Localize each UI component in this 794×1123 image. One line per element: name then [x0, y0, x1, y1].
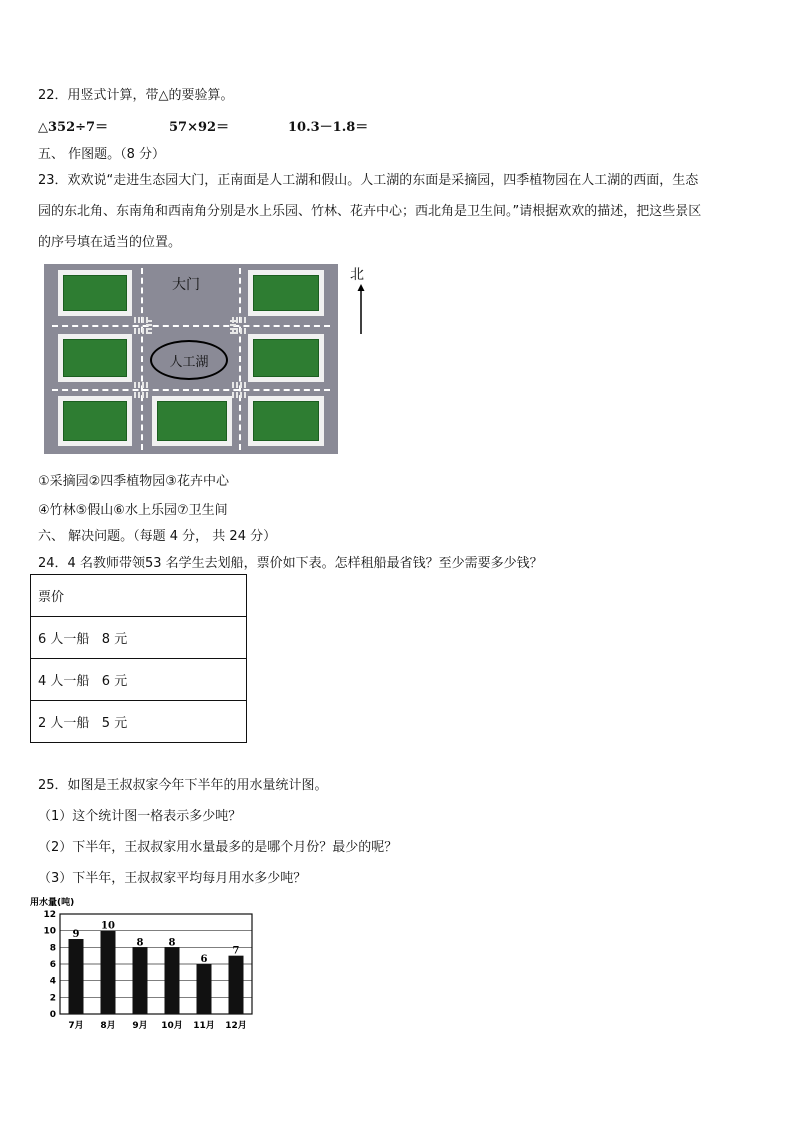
lake — [150, 340, 228, 380]
q22-title: 22．用竖式计算，带△的要验算。 — [38, 88, 234, 103]
q25-sub-2: （2）下半年，王叔叔家用水量最多的是哪个月份？最少的呢？ — [38, 840, 398, 855]
park-block-e — [248, 334, 324, 382]
y-tick-label: 0 — [49, 1010, 56, 1020]
q24-title: 24．4 名教师带领53 名学生去划船，票价如下表。怎样租船最省钱？至少需要多少钱？ — [38, 556, 543, 571]
ticket-price-table — [30, 574, 247, 743]
bar-value-label: 6 — [200, 954, 208, 965]
x-tick-label: 10月 — [161, 1021, 183, 1031]
q25-title: 25．如图是王叔叔家今年下半年的用水量统计图。 — [38, 778, 328, 793]
q23-text-line-2: 园的东北角、东南角和西南角分别是水上乐园、竹林、花卉中心；西北角是卫生间。”请根据欢欢的描述，把这些景区 — [38, 204, 702, 219]
x-tick-label: 8月 — [100, 1021, 116, 1031]
q25-sub-1: （1）这个统计图一格表示多少吨？ — [38, 809, 242, 824]
x-tick-label: 12月 — [225, 1021, 247, 1031]
table-cell: 6 人一船 8 元 — [31, 617, 247, 659]
y-axis-label: 用水量(吨) — [30, 898, 75, 908]
north-arrow-icon — [356, 284, 366, 334]
calc-1: △352÷7＝ — [38, 120, 109, 135]
lake-label: 人工湖 — [169, 355, 209, 370]
q23-legend-1: ①采摘园②四季植物园③花卉中心 — [38, 474, 229, 489]
park-block-w — [58, 334, 132, 382]
y-tick-label: 12 — [43, 910, 56, 920]
calc-3: 10.3－1.8＝ — [288, 120, 369, 135]
bar — [69, 939, 84, 1014]
table-row — [31, 575, 247, 617]
bar — [165, 947, 180, 1014]
table-row — [31, 701, 247, 743]
bar-value-label: 8 — [168, 937, 176, 949]
q25-sub-3: （3）下半年，王叔叔家平均每月用水多少吨？ — [38, 871, 307, 886]
park-block-s — [152, 396, 232, 446]
bar — [101, 931, 116, 1014]
q23-text-line-1: 23．欢欢说“走进生态园大门，正南面是人工湖和假山。人工湖的东面是采摘园，四季植物园在人工湖的西面，生态 — [38, 173, 699, 188]
y-tick-label: 6 — [49, 960, 56, 970]
water-usage-chart — [30, 894, 270, 1034]
bar — [229, 956, 244, 1014]
bar — [197, 964, 212, 1014]
north-label: 北 — [350, 267, 364, 283]
bar — [133, 947, 148, 1014]
bar-value-label: 8 — [136, 937, 144, 949]
table-cell: 2 人一船 5 元 — [31, 701, 247, 743]
q23-text-line-3: 的序号填在适当的位置。 — [38, 235, 182, 250]
x-tick-label: 7月 — [68, 1021, 84, 1031]
section-6-heading: 六、 解决问题。（每题 4 分， 共 24 分） — [38, 529, 277, 544]
y-tick-label: 4 — [49, 976, 56, 987]
bar-value-label: 9 — [72, 929, 80, 940]
table-row — [31, 617, 247, 659]
calc-2: 57×92＝ — [169, 120, 230, 135]
bar-value-label: 7 — [232, 945, 240, 957]
park-block-sw — [58, 396, 132, 446]
q23-legend-2: ④竹林⑤假山⑥水上乐园⑦卫生间 — [38, 503, 228, 518]
table-row — [31, 659, 247, 701]
x-tick-label: 11月 — [193, 1021, 215, 1031]
park-block-ne — [248, 270, 324, 316]
gate-label: 大门 — [172, 277, 200, 293]
section-5-heading: 五、 作图题。（8 分） — [38, 147, 166, 162]
bar-value-label: 10 — [101, 920, 115, 932]
table-cell: 4 人一船 6 元 — [31, 659, 247, 701]
x-tick-label: 9月 — [132, 1021, 148, 1031]
park-block-se — [248, 396, 324, 446]
y-tick-label: 10 — [43, 926, 56, 937]
y-tick-label: 8 — [49, 943, 56, 954]
y-tick-label: 2 — [49, 993, 56, 1004]
table-cell: 票价 — [31, 575, 247, 617]
q22-calculations — [38, 116, 738, 135]
park-block-nw — [58, 270, 132, 316]
park-map — [44, 264, 338, 454]
